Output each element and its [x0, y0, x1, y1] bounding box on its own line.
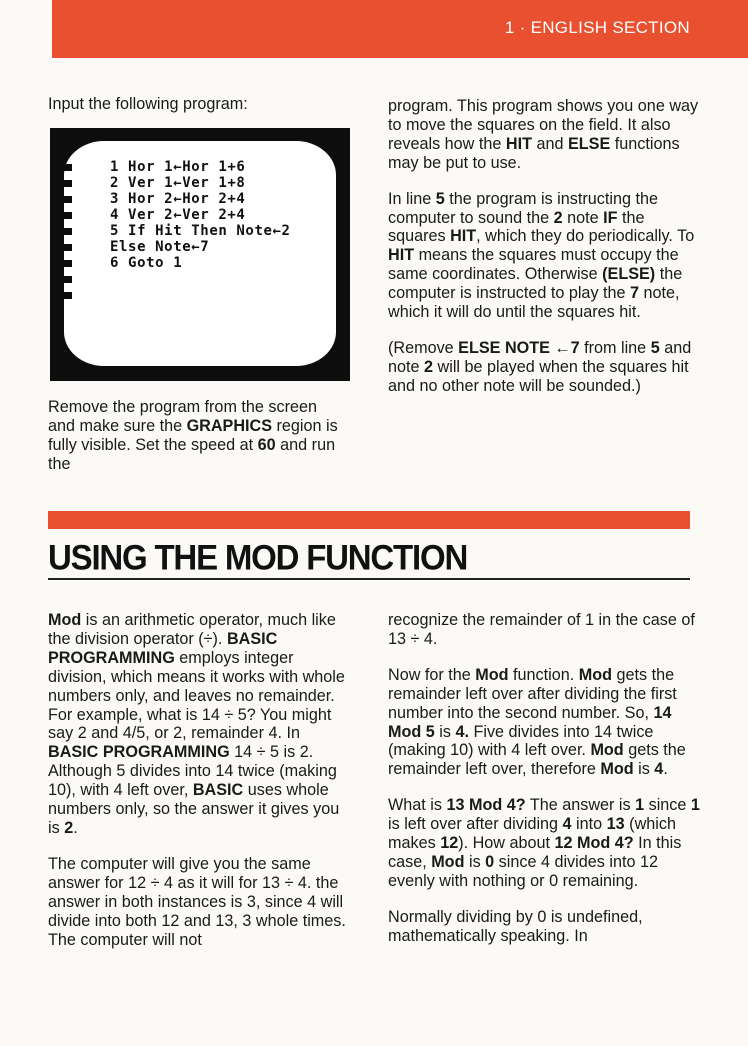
section-title: USING THE MOD FUNCTION	[48, 537, 468, 577]
header-band	[52, 0, 748, 58]
screen-tick	[64, 228, 72, 235]
mod-function-paragraph: Now for the Mod function. Mod gets the remainder left over after dividing the first number into the second number. So, 14 Mod 5 is 4. Five divides into 14 twice (making 10) with 4 left over. Mod gets the remainder left over, therefore Mod is 4.	[388, 665, 686, 779]
left-top-column	[48, 95, 348, 131]
screen-tick	[64, 180, 72, 187]
screen-tick	[64, 292, 72, 299]
program-screen	[64, 141, 336, 366]
graphics-paragraph: Remove the program from the screen and make sure the GRAPHICS region is fully visible. Set the speed at 60 and run the	[48, 398, 338, 473]
screen-tick	[64, 164, 72, 171]
program-line: 4 Ver 2←Ver 2+4	[110, 207, 246, 223]
line5-paragraph: In line 5 the program is instructing the computer to sound the 2 note IF the squares HIT, which they do periodically. To HIT means the squares must occupy the same coordinates. Otherwise (ELSE) the computer is instructed to play the 7 note, which it will do until the squares hit.	[388, 189, 695, 322]
remainder-paragraph: recognize the remainder of 1 in the case of 13 ÷ 4.	[388, 611, 695, 648]
divide-by-zero-paragraph: Normally dividing by 0 is undefined, mathematically speaking. In	[388, 907, 643, 945]
screen-tick	[64, 276, 72, 283]
screen-tick	[64, 196, 72, 203]
left-bottom-column	[48, 611, 348, 966]
left-top-continued	[48, 398, 348, 491]
remove-else-paragraph: (Remove ELSE NOTE ←7 from line 5 and note 2 will be played when the squares hit and no other note will be sounded.)	[388, 338, 692, 395]
program-line: Else Note←7	[110, 239, 210, 255]
program-line: 5 If Hit Then Note←2	[110, 223, 291, 239]
program-line: 6 Goto 1	[110, 255, 183, 271]
mod-intro-paragraph: Mod is an arithmetic operator, much like the division operator (÷). BASIC PROGRAMMING employs integer division, which means it works with whole numbers only, and leaves no remainder. For example, what is 14 ÷ 5? You might say 2 and 4/5, or 2, remainder 4. In BASIC PROGRAMMING 14 ÷ 5 is 2. Although 5 divides into 14 twice (making 10), with 4 left over, BASIC uses whole numbers only, so the answer it gives you is 2.	[48, 611, 345, 837]
screen-tick	[64, 212, 72, 219]
program-explanation-paragraph: program. This program shows you one way to move the squares on the field. It also reveals how the HIT and ELSE functions may be put to use.	[388, 97, 699, 172]
section-label: 1 · ENGLISH SECTION	[504, 18, 690, 37]
program-line: 1 Hor 1←Hor 1+6	[110, 159, 246, 175]
screen-tick	[64, 244, 72, 251]
screen-tick	[64, 260, 72, 267]
program-screen-frame	[50, 128, 350, 381]
mod-example-paragraph: What is 13 Mod 4? The answer is 1 since 1 is left over after dividing 4 into 13 (which makes 12). How about 12 Mod 4? In this case, Mod is 0 since 4 divides into 12 evenly with nothing or 0 remaining.	[388, 796, 700, 890]
right-top-column	[388, 97, 700, 413]
right-bottom-column	[388, 611, 700, 963]
integer-division-paragraph: The computer will give you the same answer for 12 ÷ 4 as it will for 13 ÷ 4. the answer in both instances is 3, since 4 will divide into both 12 and 13, 3 whole times. The computer will not	[48, 854, 346, 949]
program-line: 2 Ver 1←Ver 1+8	[110, 175, 246, 191]
section-divider-band	[48, 511, 690, 529]
program-line: 3 Hor 2←Hor 2+4	[110, 191, 246, 207]
section-rule	[48, 578, 690, 580]
intro-paragraph: Input the following program:	[48, 95, 248, 113]
